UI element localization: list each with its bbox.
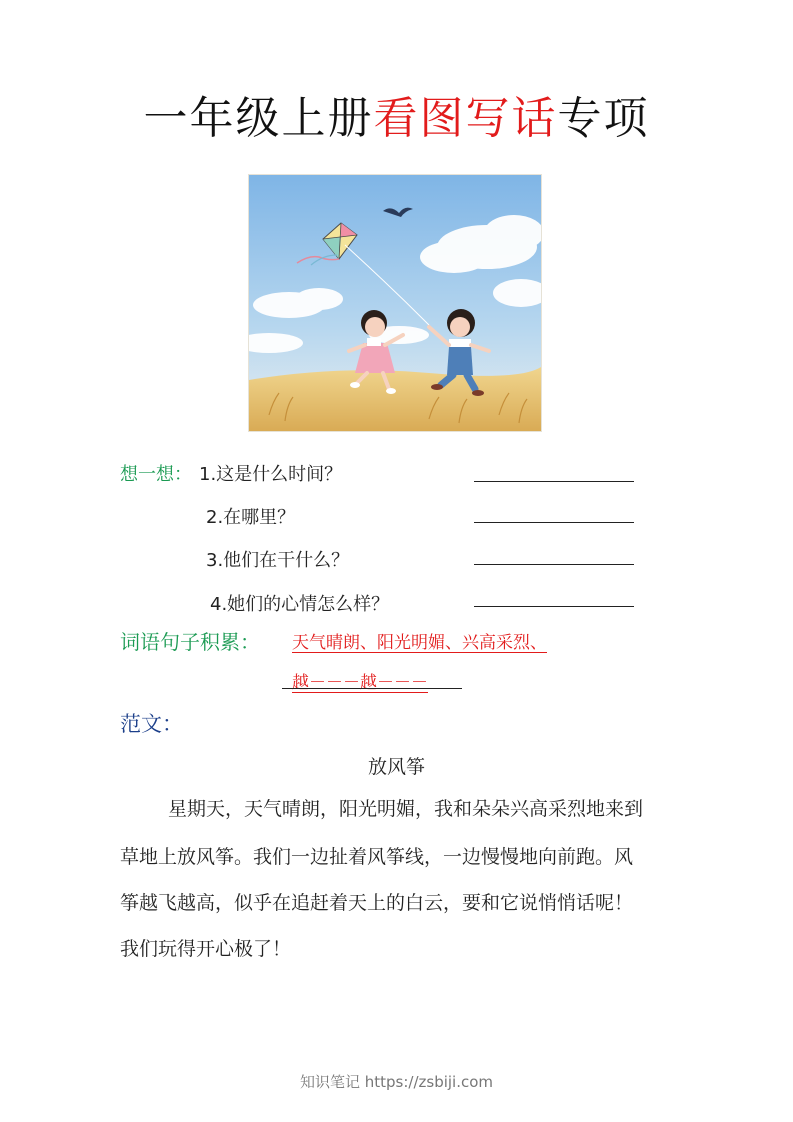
think-label: 想一想： [120,464,192,485]
essay-line-4: 我们玩得开心极了！ [120,938,292,960]
question-1: 1.这是什么时间？ [199,464,343,485]
title-part-1: 一年级上册 [143,93,374,144]
page-footer: 知识笔记 https://zsbiji.com [299,1073,494,1091]
question-2: 2.在哪里？ [206,507,296,528]
answer-blank-4[interactable] [474,605,634,607]
accumulation-label: 词语句子积累： [120,630,260,654]
accumulation-words: 天气晴朗、阳光明媚、兴高采烈、 [292,633,547,653]
kite-flying-illustration [248,174,542,432]
accumulation-underline [282,688,462,689]
question-3: 3.他们在干什么？ [206,550,350,571]
essay-line-2: 草地上放风筝。我们一边扯着风筝线，一边慢慢地向前跑。风 [120,846,634,868]
answer-blank-1[interactable] [474,480,634,482]
essay-title: 放风筝 [367,756,425,778]
essay-line-1: 星期天，天气晴朗，阳光明媚，我和朵朵兴高采烈地来到 [168,798,644,820]
essay-line-3: 筝越飞越高，似乎在追赶着天上的白云，要和它说悄悄话呢！ [120,892,634,914]
title-part-2: 看图写话 [373,93,558,144]
title-part-3: 专项 [557,93,650,144]
question-4: 4.她们的心情怎么样？ [210,594,390,615]
page-title [0,82,793,146]
answer-blank-3[interactable] [474,563,634,565]
sample-label: 范文： [120,712,183,736]
accumulation-pattern: 越－－－越－－－ [292,673,428,693]
answer-blank-2[interactable] [474,521,634,523]
